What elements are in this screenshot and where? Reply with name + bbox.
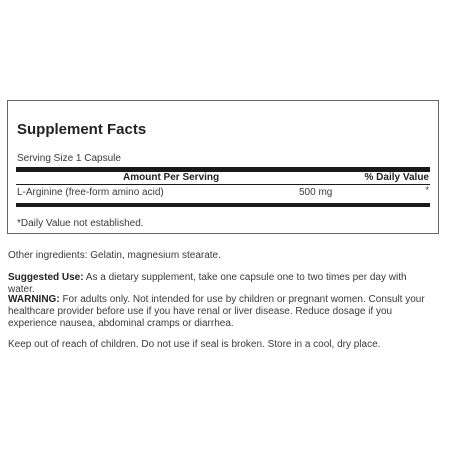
header-amount-per-serving: Amount Per Serving — [123, 172, 220, 183]
nutrient-name: L-Arginine (free-form amino acid) — [17, 187, 164, 198]
storage-instructions: Keep out of reach of children. Do not use if seal is broken. Store in a cool, dry place. — [8, 339, 381, 350]
warning-text: For adults only. Not intended for use by children or pregnant women. Consult your healthcare provider before use if you have renal or liver disease. Reduce dosage if you experience nausea, abdominal cramps or diarrhea. — [8, 294, 425, 329]
thick-divider — [16, 203, 430, 207]
nutrient-daily-value: * — [425, 185, 429, 195]
header-daily-value: % Daily Value — [364, 172, 429, 183]
facts-title: Supplement Facts — [17, 121, 147, 138]
serving-size: Serving Size 1 Capsule — [17, 153, 121, 164]
warning — [8, 294, 428, 330]
daily-value-footnote: *Daily Value not established. — [17, 218, 144, 229]
suggested-use-text: As a dietary supplement, take one capsule one to two times per day with water. — [8, 272, 407, 295]
suggested-use — [8, 272, 428, 296]
suggested-use-label: Suggested Use: — [8, 272, 84, 283]
warning-label: WARNING: — [8, 294, 60, 305]
other-ingredients: Other ingredients: Gelatin, magnesium stearate. — [8, 250, 221, 261]
supplement-facts-panel — [7, 100, 439, 234]
nutrient-amount: 500 mg — [299, 187, 333, 198]
thin-divider — [16, 184, 430, 185]
